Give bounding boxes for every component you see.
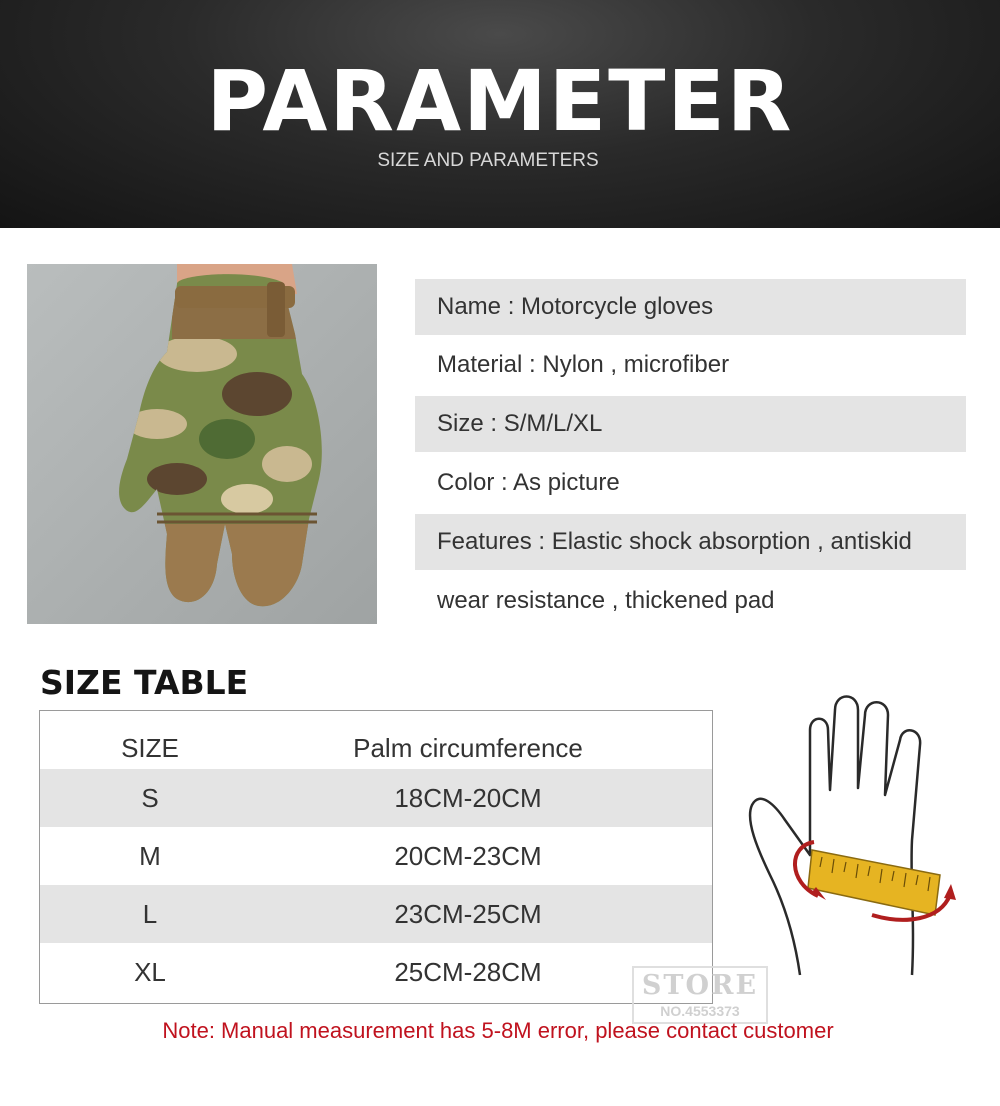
param-size-text: Size : S/M/L/XL (437, 410, 603, 437)
page-title: PARAMETER (206, 52, 794, 150)
param-name-text: Name : Motorcycle gloves (437, 293, 714, 320)
size-cell: S (141, 783, 159, 813)
palm-cell: 18CM-20CM (394, 783, 542, 813)
size-table (39, 710, 713, 1004)
param-row-material (415, 337, 966, 393)
column-header-palm: Palm circumference (353, 733, 583, 763)
measuring-tape-icon (808, 850, 940, 915)
header-banner (0, 0, 1000, 228)
palm-cell: 25CM-28CM (394, 957, 542, 987)
table-row (40, 769, 712, 827)
size-cell: M (139, 841, 161, 871)
watermark-store-text: STORE (641, 970, 759, 1001)
size-cell: XL (134, 957, 166, 987)
table-row (40, 885, 712, 943)
size-table-heading: SIZE TABLE (40, 663, 249, 702)
product-photo (27, 264, 377, 624)
column-header-size: SIZE (121, 733, 179, 763)
param-row-size (415, 396, 966, 452)
watermark-number-text: NO.4553373 (660, 1003, 740, 1019)
table-row (40, 827, 712, 885)
param-color-text: Color : As picture (437, 469, 620, 496)
param-row-name (415, 279, 966, 335)
param-material-text: Material : Nylon , microfiber (437, 351, 730, 378)
size-cell: L (142, 899, 158, 929)
palm-cell: 23CM-25CM (394, 899, 542, 929)
param-features-text: Features : Elastic shock absorption , antiskid (437, 528, 912, 555)
param-row-features-cont (415, 573, 966, 629)
page-subtitle: SIZE AND PARAMETERS (377, 150, 599, 171)
param-features-cont-text: wear resistance , thickened pad (437, 587, 775, 614)
hand-measurement-diagram (740, 670, 970, 990)
hand-outline-icon (740, 670, 970, 990)
measurement-note: Note: Manual measurement has 5-8M error, please contact customer (162, 1018, 834, 1043)
param-row-color (415, 455, 966, 511)
palm-cell: 20CM-23CM (394, 841, 542, 871)
table-row (40, 943, 712, 1001)
param-row-features (415, 514, 966, 570)
store-watermark (632, 966, 768, 1024)
glove-image (27, 264, 377, 624)
